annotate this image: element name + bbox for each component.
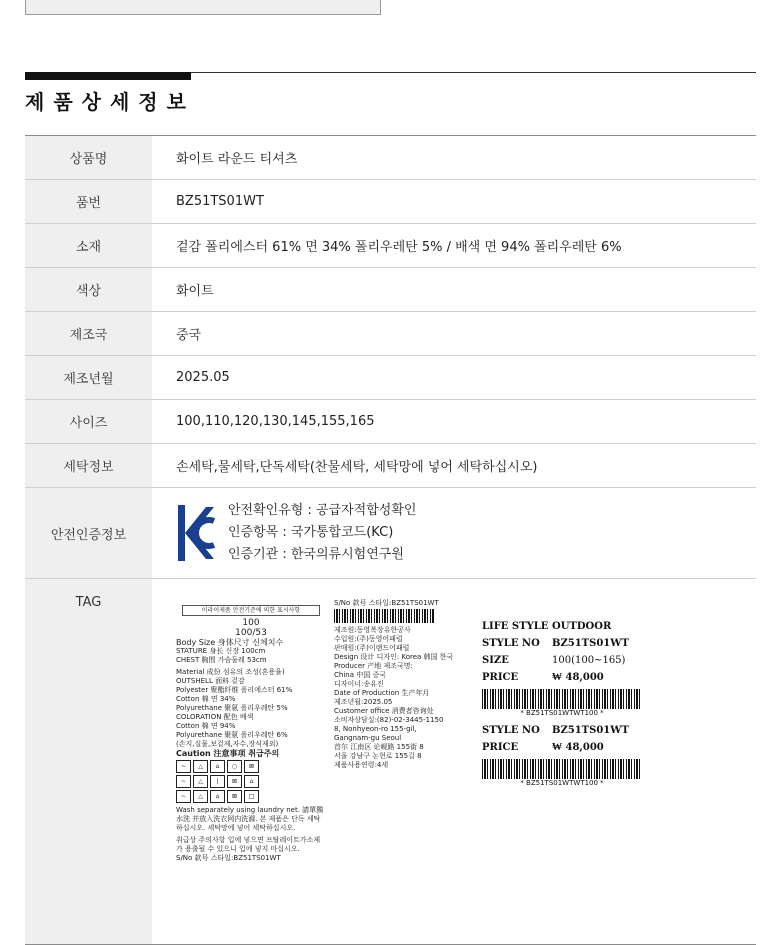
product-spec-table xyxy=(25,135,756,945)
row-label: 안전인증정보 xyxy=(25,488,152,579)
row-value: 중국 xyxy=(152,312,756,356)
table-row xyxy=(25,444,756,488)
row-value: 화이트 xyxy=(152,268,756,312)
section-divider-accent xyxy=(25,72,191,80)
safety-type: 안전확인유형 : 공급자적합성확인 xyxy=(228,503,417,518)
table-row xyxy=(25,356,756,400)
table-row xyxy=(25,180,756,224)
table-row xyxy=(25,312,756,356)
table-row xyxy=(25,268,756,312)
safety-info xyxy=(152,488,756,579)
barcode xyxy=(334,609,434,623)
barcode xyxy=(482,689,642,709)
row-label: 색상 xyxy=(25,268,152,312)
row-label: 세탁정보 xyxy=(25,444,152,488)
row-label: TAG xyxy=(25,579,152,945)
iron-icon: ⌂ xyxy=(210,790,225,803)
price-tag: LIFE STYLE OUTDOOR STYLE NO BZ51TS01WT SIZE 100(100~165) PRICE ₩ 48,000 * BZ51TS01WTWT100 * STYLE NO BZ51TS01WT PRICE ₩ 48,000 * BZ51TS01WTWT100 * xyxy=(482,621,642,921)
barcode xyxy=(482,759,642,779)
row-value: 화이트 라운드 티셔츠 xyxy=(152,136,756,180)
no-tumble-dry-icon: ⊠ xyxy=(227,775,242,788)
iron-icon: ⌂ xyxy=(244,775,259,788)
no-dry-clean-icon: ○ xyxy=(227,760,242,773)
line-dry-icon: □ xyxy=(244,790,259,803)
row-value: 100,110,120,130,145,155,165 xyxy=(152,400,756,444)
row-value: BZ51TS01WT xyxy=(152,180,756,224)
row-label: 사이즈 xyxy=(25,400,152,444)
wash-icon: ~ xyxy=(176,760,191,773)
table-row-safety xyxy=(25,488,756,579)
row-label: 제조국 xyxy=(25,312,152,356)
row-label: 품번 xyxy=(25,180,152,224)
row-label: 제조년월 xyxy=(25,356,152,400)
care-symbols xyxy=(176,760,326,773)
section-title: 제품상세정보 xyxy=(25,90,195,114)
wash-icon: ~ xyxy=(176,775,191,788)
safety-item: 인증항목 : 국가통합코드(KC) xyxy=(228,525,394,540)
iron-icon: ⌂ xyxy=(210,760,225,773)
top-image-frame xyxy=(25,0,381,15)
wash-icon: ~ xyxy=(176,790,191,803)
row-value: 2025.05 xyxy=(152,356,756,400)
row-label: 소재 xyxy=(25,224,152,268)
no-tumble-dry-icon: ⊠ xyxy=(227,790,242,803)
kc-mark-icon xyxy=(176,503,216,563)
no-tumble-dry-icon: ⊠ xyxy=(244,760,259,773)
maker-label: S/No 款号 스타일:BZ51TS01WT 제조원:동영복장유한공사 수입원:(주)동영어패럴 판매원:(주)이랜드어패럴 Design 设计 디자인: Korea 韩国 한국 Producer 产地 제조국명: China 中国 중국 디자이너:송유진 Date of Production 生产年月 제조년월:2025.05 Customer office 消费者咨询处 소비자상담실:(82)-02-3445-1150 8, Nonhyeon-ro 155-gil, Gangnam-gu Seoul 首尔 江南区 论岘路 155街 8 서울 강남구 논현로 155길 8 제품사용연령:4세 xyxy=(334,599,454,769)
care-symbols xyxy=(176,790,326,803)
no-bleach-icon: △ xyxy=(193,790,208,803)
no-bleach-icon: △ xyxy=(193,775,208,788)
safety-agency: 인증기관 : 한국의류시험연구원 xyxy=(228,547,404,562)
row-value: 손세탁,물세탁,단독세탁(찬물세탁, 세탁망에 넣어 세탁하십시오) xyxy=(152,444,756,488)
table-row xyxy=(25,136,756,180)
tag-image xyxy=(152,579,756,945)
table-row xyxy=(25,224,756,268)
row-value: 겉감 폴리에스터 61% 면 34% 폴리우레탄 5% / 배색 면 94% 폴리우레탄 6% xyxy=(152,224,756,268)
care-symbols xyxy=(176,775,326,788)
row-label: 상품명 xyxy=(25,136,152,180)
table-row xyxy=(25,400,756,444)
no-bleach-icon: △ xyxy=(193,760,208,773)
care-label: 이라이제품 안전기준에 의한 표시사항 100 100/53 Body Size 身体尺寸 신체치수 STATURE 身长 신장 100cm CHEST 胸围 가슴둘레 53cm Material 成份 섬유의 조성(혼용율) OUTSHELL 面料 겉감 Polyester 聚酯纤维 폴리에스터 61% Cotton 棉 면 34% Polyurethane 聚氨 폴리우레탄 5% COLORATION 配色 배색 Cotton 棉 면 94% Polyurethane 聚氨 폴리우레탄 6% (손지,실물,보겉제,자수,장식제외) Caution 注意事项 취급주의 ~ △ ⌂ ○ ⊠ ~ △ | ⊠ ⌂ ~ △ ⌂ ⊠ □ Wash separately using laundry net. 請單獨水洗 并放入洗衣网内洗滌. 본 제품은 단독 세탁하십시오. 세탁망에 넣어 세탁하십시오. 취급상 주의사항 입에 넣으면 프탈레이트가소제가 용출될 수 있으니 입에 넣지 마십시오. S/No 款号 스타일:BZ51TS01WT xyxy=(176,601,326,927)
hang-dry-icon: | xyxy=(210,775,225,788)
table-row-tag xyxy=(25,579,756,945)
